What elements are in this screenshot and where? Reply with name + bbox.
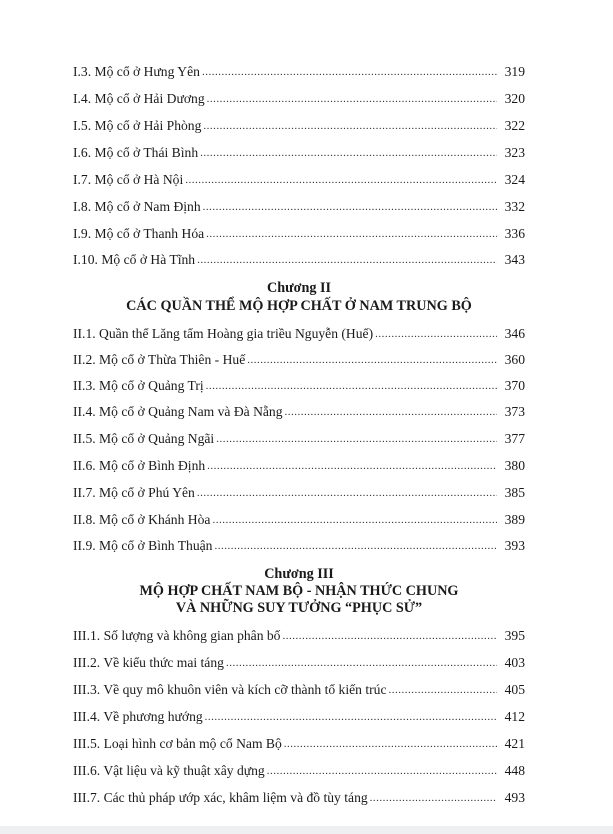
dot-leader: [207, 461, 497, 471]
chapter-title: MỘ HỢP CHẤT NAM BỘ - NHẬN THỨC CHUNG: [139, 583, 459, 599]
toc-entry: [73, 326, 525, 342]
toc-entry-label: II.5. Mộ cổ ở Quảng Ngãi: [73, 431, 215, 446]
toc-entry-label: I.7. Mộ cổ ở Hà Nội: [73, 172, 184, 187]
toc-entry-page: 319: [504, 64, 525, 79]
dot-leader: [202, 67, 497, 77]
toc-entry-label: III.6. Vật liệu và kỹ thuật xây dựng: [73, 763, 265, 778]
dot-leader: [214, 541, 497, 551]
toc-entry-label: II.8. Mộ cổ ở Khánh Hòa: [73, 512, 211, 527]
toc-entry: [73, 655, 525, 671]
toc-entry-page: 336: [504, 226, 525, 241]
dot-leader: [212, 515, 497, 525]
toc-entry-page: 448: [504, 763, 525, 778]
toc-entry: [73, 91, 525, 107]
dot-leader: [267, 766, 497, 776]
dot-leader: [200, 148, 497, 158]
toc-entry: [73, 538, 525, 554]
toc-entry: [73, 709, 525, 725]
toc-entry-label: III.7. Các thủ pháp ướp xác, khâm liệm và đồ tùy táng: [73, 790, 368, 805]
toc-entry-label: I.6. Mộ cổ ở Thái Bình: [73, 145, 199, 160]
toc-entry: [73, 682, 525, 698]
toc-entry-page: 323: [504, 145, 525, 160]
toc-entry: [73, 763, 525, 779]
toc-entry: [73, 790, 525, 806]
dot-leader: [203, 121, 497, 131]
toc-entry: [73, 378, 525, 394]
toc-entry-page: 403: [504, 655, 525, 670]
toc-entry-page: 412: [504, 709, 525, 724]
toc-entry-label: II.3. Mộ cổ ở Quảng Trị: [73, 378, 204, 393]
chapter-heading: Chương III: [264, 566, 334, 582]
toc-entry: [73, 512, 525, 528]
dot-leader: [206, 229, 497, 239]
toc-entry-page: 395: [504, 628, 525, 643]
toc-entry: [73, 485, 525, 501]
toc-entry-label: II.1. Quần thể Lăng tẩm Hoàng gia triều Nguyễn (Huế): [73, 326, 374, 341]
toc-entry: [73, 736, 525, 752]
dot-leader: [284, 739, 497, 749]
dot-leader: [216, 434, 497, 444]
dot-leader: [226, 658, 497, 668]
page-bottom-edge: [0, 826, 613, 834]
toc-entry-page: 322: [504, 118, 525, 133]
toc-entry-page: 377: [504, 431, 525, 446]
toc-entry-label: III.1. Số lượng và không gian phân bố: [73, 628, 281, 643]
toc-entry-label: III.5. Loại hình cơ bản mộ cổ Nam Bộ: [73, 736, 282, 751]
toc-entry-page: 370: [504, 378, 525, 393]
toc-entry-label: I.5. Mộ cổ ở Hải Phòng: [73, 118, 202, 133]
toc-entry-page: 332: [504, 199, 525, 214]
dot-leader: [206, 381, 497, 391]
toc-entry: [73, 252, 525, 268]
chapter-title: CÁC QUẦN THỂ MỘ HỢP CHẤT Ở NAM TRUNG BỘ: [126, 298, 472, 314]
toc-entry-label: I.10. Mộ cổ ở Hà Tĩnh: [73, 252, 196, 267]
toc-entry-label: I.8. Mộ cổ ở Nam Định: [73, 199, 201, 214]
chapter-heading: Chương II: [266, 280, 332, 296]
toc-entry: [73, 145, 525, 161]
dot-leader: [388, 685, 497, 695]
toc-entry-page: 405: [504, 682, 525, 697]
toc-entry: [73, 352, 525, 368]
toc-entry-label: I.3. Mộ cổ ở Hưng Yên: [73, 64, 200, 79]
dot-leader: [207, 94, 497, 104]
dot-leader: [203, 202, 497, 212]
dot-leader: [197, 255, 497, 265]
dot-leader: [185, 175, 497, 185]
toc-entry-label: I.4. Mộ cổ ở Hải Dương: [73, 91, 205, 106]
toc-entry-label: III.4. Về phương hướng: [73, 709, 203, 724]
toc-entry-page: 346: [504, 326, 525, 341]
toc-entry-page: 343: [504, 252, 525, 267]
toc-entry-page: 393: [504, 538, 525, 553]
toc-entry-label: II.6. Mộ cổ ở Bình Định: [73, 458, 206, 473]
toc-entry: [73, 64, 525, 80]
toc-entry-page: 324: [504, 172, 525, 187]
dot-leader: [375, 329, 497, 339]
dot-leader: [205, 712, 497, 722]
toc-entry-label: II.4. Mộ cổ ở Quảng Nam và Đà Nẵng: [73, 404, 283, 419]
toc-entry-page: 389: [504, 512, 525, 527]
toc-entry: [73, 431, 525, 447]
dot-leader: [282, 631, 497, 641]
dot-leader: [247, 355, 497, 365]
toc-entry: [73, 226, 525, 242]
chapter-title: VÀ NHỮNG SUY TƯỞNG “PHỤC SỬ”: [175, 600, 423, 616]
toc-entry-label: III.3. Về quy mô khuôn viên và kích cỡ thành tố kiến trúc: [73, 682, 387, 697]
toc-entry-label: II.7. Mộ cổ ở Phú Yên: [73, 485, 195, 500]
toc-entry: [73, 118, 525, 134]
toc-entry-label: II.2. Mộ cổ ở Thừa Thiên - Huế: [73, 352, 246, 367]
dot-leader: [370, 793, 497, 803]
toc-entry-page: 360: [504, 352, 525, 367]
dot-leader: [285, 407, 497, 417]
toc-entry-page: 493: [504, 790, 525, 805]
toc-entry-label: III.2. Về kiểu thức mai táng: [73, 655, 224, 670]
toc-entry: [73, 404, 525, 420]
toc-entry-page: 380: [504, 458, 525, 473]
toc-entry: [73, 628, 525, 644]
toc-entry-page: 373: [504, 404, 525, 419]
toc-entry: [73, 458, 525, 474]
toc-entry-page: 421: [504, 736, 525, 751]
dot-leader: [197, 488, 497, 498]
toc-entry-page: 385: [504, 485, 525, 500]
toc-entry-label: II.9. Mộ cổ ở Bình Thuận: [73, 538, 213, 553]
toc-entry-page: 320: [504, 91, 525, 106]
toc-entry: [73, 199, 525, 215]
toc-entry-label: I.9. Mộ cổ ở Thanh Hóa: [73, 226, 205, 241]
toc-entry: [73, 172, 525, 188]
